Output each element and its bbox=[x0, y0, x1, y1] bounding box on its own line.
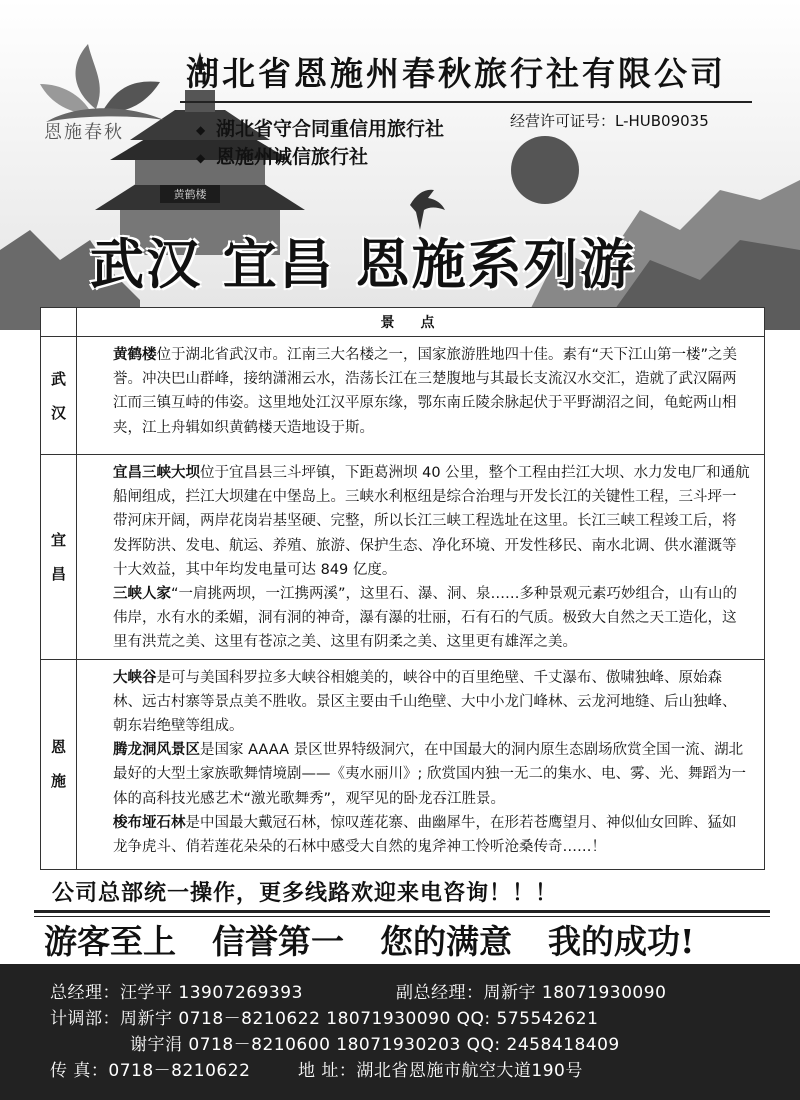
table-header: 景点 bbox=[77, 308, 765, 337]
attraction-paragraph: 腾龙洞风景区是国家 AAAA 景区世界特级洞穴，在中国最大的洞内原生态剧场欣赏全国一流、湖北最好的大型土家族歌舞情境剧——《夷水丽川》; 欣赏国内独一无二的集水、电、雾、光、舞蹈为一体的高科技光感艺术“激光歌舞秀”，观罕见的卧龙吞江胜景。 bbox=[113, 742, 746, 807]
dispatch-contact-1: 计调部：周新宇 0718－8210622 18071930090 QQ: 575542621 bbox=[50, 1009, 599, 1029]
credential-tag: ◆ 湖北省守合同重信用旅行社 bbox=[196, 118, 445, 140]
attraction-paragraph: 大峡谷是可与美国科罗拉多大峡谷相媲美的，峡谷中的百里绝壁、千丈瀑布、傲啸独峰、原始森林、远古村寨等景点美不胜收。景区主要由千山绝壁、大中小龙门峰林、云龙河地缝、后山独峰、朝东岩绝壁等组成。 bbox=[113, 669, 737, 735]
attraction-paragraph: 三峡人家“一肩挑两坝，一江携两溪”，这里石、瀑、洞、泉……多种景观元素巧妙组合，山有山的伟岸，水有水的柔媚，洞有洞的神奇，瀑有瀑的壮丽，石有石的气质。极致大自然之天工造化，这里有洪荒之美、这里有苍凉之美、这里有阴柔之美、这里更有雄浑之美。 bbox=[113, 586, 738, 651]
attractions-enshi bbox=[77, 659, 765, 869]
attractions-table bbox=[40, 307, 765, 870]
header-rule bbox=[180, 101, 752, 103]
contact-footer bbox=[0, 964, 800, 1100]
fax-number: 传 真：0718－8210622 bbox=[50, 1061, 251, 1081]
company-name: 湖北省恩施州春秋旅行社有限公司 bbox=[186, 54, 726, 93]
attractions-wuhan bbox=[77, 337, 765, 455]
attraction-paragraph: 梭布垭石林是中国最大戴冠石林，惊叹莲花寨、曲幽犀牛，在形若苍鹰望月、神似仙女回眸、猛如龙争虎斗、俏若莲花朵朵的石林中感受大自然的鬼斧神工怜听沧桑传奇……！ bbox=[113, 814, 737, 856]
deputy-manager: 副总经理：周新宇 18071930090 bbox=[396, 983, 667, 1003]
city-cell-enshi: 恩 施 bbox=[41, 659, 77, 869]
diamond-bullet-icon: ◆ bbox=[196, 150, 206, 165]
attractions-yichang bbox=[77, 455, 765, 660]
motto: 游客至上 信誉第一 您的满意 我的成功! bbox=[44, 922, 695, 961]
attraction-paragraph: 黄鹤楼位于湖北省武汉市。江南三大名楼之一，国家旅游胜地四十佳。素有“天下江山第一楼”之美誉。冲决巴山群峰，接纳潇湘云水，浩荡长江在三楚腹地与其最长支流汉水交汇，造就了武汉隔两江而三镇互峙的伟姿。这里地处江汉平原东缘，鄂东南丘陵余脉起伏于平野湖沼之间，龟蛇两山相夹，江上舟辑如织黄鹤楼天造地设于斯。 bbox=[113, 347, 738, 436]
credential-tag: ◆ 恩施州诚信旅行社 bbox=[196, 146, 369, 168]
tower-plaque: 黄鹤楼 bbox=[173, 188, 207, 201]
moon-icon bbox=[511, 136, 579, 204]
general-manager: 总经理：汪学平 13907269393 bbox=[50, 983, 303, 1003]
dispatch-contact-2: 谢宇涓 0718－8210600 18071930203 QQ: 2458418409 bbox=[130, 1035, 620, 1055]
attraction-paragraph: 宜昌三峡大坝位于宜昌县三斗坪镇，下距葛洲坝 40 公里，整个工程由拦江大坝、水力发电厂和通航船闸组成，拦江大坝建在中堡岛上。三峡水利枢纽是综合治理与开发长江的关键性工程，三斗坪一带河床开阔，两岸花岗岩基坚硬、完整，所以长江三峡工程选址在这里。长江三峡工程竣工后，将发挥防洪、发电、航运、养殖、旅游、保护生态、净化环境、开发性移民、南水北调、供水灌溉等十大效益，其中年均发电量可达 849 亿度。 bbox=[113, 465, 750, 578]
diamond-bullet-icon: ◆ bbox=[196, 122, 206, 137]
city-cell-wuhan: 武 汉 bbox=[41, 337, 77, 455]
logo-text: 恩施春秋 bbox=[44, 122, 124, 143]
table-corner-cell bbox=[41, 308, 77, 337]
consult-slogan: 公司总部统一操作，更多线路欢迎来电咨询！！！ bbox=[52, 881, 559, 906]
city-cell-yichang: 宜 昌 bbox=[41, 455, 77, 660]
address: 地 址：湖北省恩施市航空大道190号 bbox=[298, 1061, 583, 1081]
license-number: 经营许可证号：L-HUB09035 bbox=[510, 112, 709, 130]
page-headline: 武汉 宜昌 恩施系列游 bbox=[90, 232, 636, 296]
slogan-divider bbox=[34, 910, 770, 913]
